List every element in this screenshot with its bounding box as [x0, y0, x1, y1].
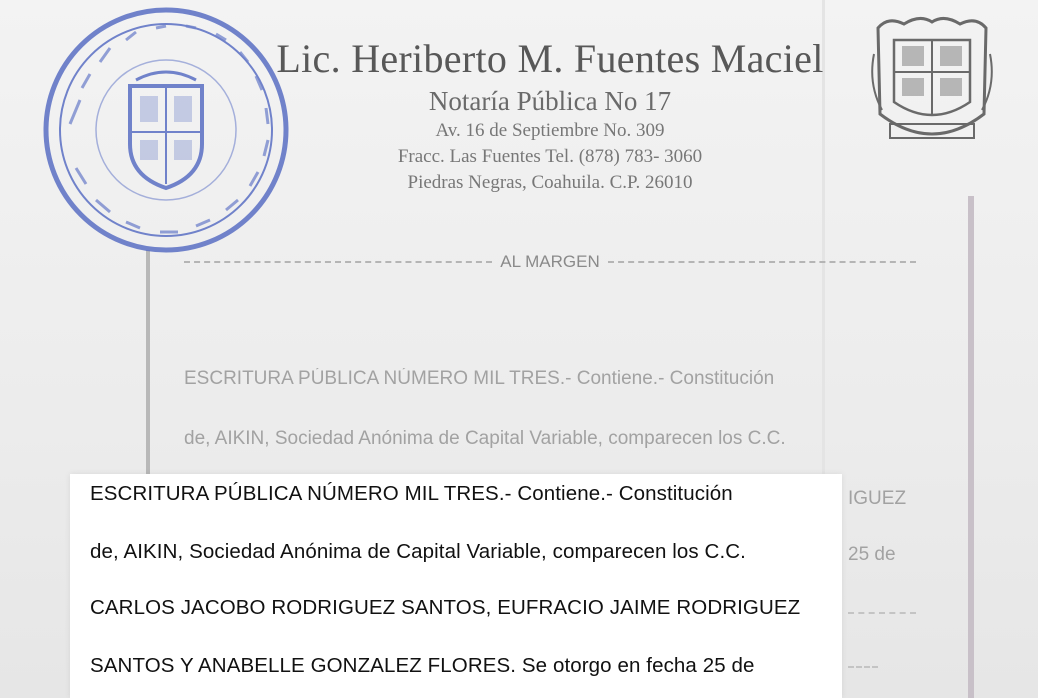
zoomed-excerpt: [70, 474, 842, 698]
coat-of-arms-crest: [868, 14, 996, 146]
notary-contact: Fracc. Las Fuentes Tel. (878) 783- 3060: [397, 146, 703, 167]
section-label: AL MARGEN: [500, 252, 600, 271]
notary-office: Notaría Pública No 17: [428, 86, 672, 116]
letterhead: [250, 36, 850, 196]
notary-city: Piedras Negras, Coahuila. C.P. 26010: [407, 172, 693, 193]
fill-dash: [848, 666, 878, 668]
document-line-fragment: 25 de: [848, 544, 896, 565]
document-line: de, AIKIN, Sociedad Anónima de Capital Variable, comparecen los C.C.: [184, 428, 786, 449]
notary-name: Lic. Heriberto M. Fuentes Maciel: [276, 36, 824, 81]
heading-dash-left: [184, 261, 492, 263]
section-heading: [184, 252, 916, 272]
excerpt-line: de, AIKIN, Sociedad Anónima de Capital Variable, comparecen los C.C.: [90, 540, 746, 563]
fill-dash: [848, 612, 916, 614]
document-line-fragment: IGUEZ: [848, 488, 907, 509]
excerpt-line: ESCRITURA PÚBLICA NÚMERO MIL TRES.- Contiene.- Constitución: [90, 482, 733, 505]
notary-address: Av. 16 de Septiembre No. 309: [435, 120, 665, 141]
heading-dash-right: [608, 261, 916, 263]
excerpt-line: CARLOS JACOBO RODRIGUEZ SANTOS, EUFRACIO JAIME RODRIGUEZ: [90, 596, 801, 619]
excerpt-line: SANTOS Y ANABELLE GONZALEZ FLORES. Se otorgo en fecha 25 de: [90, 654, 755, 677]
document-line: ESCRITURA PÚBLICA NÚMERO MIL TRES.- Contiene.- Constitución: [184, 368, 775, 389]
right-margin-line: [968, 196, 974, 698]
